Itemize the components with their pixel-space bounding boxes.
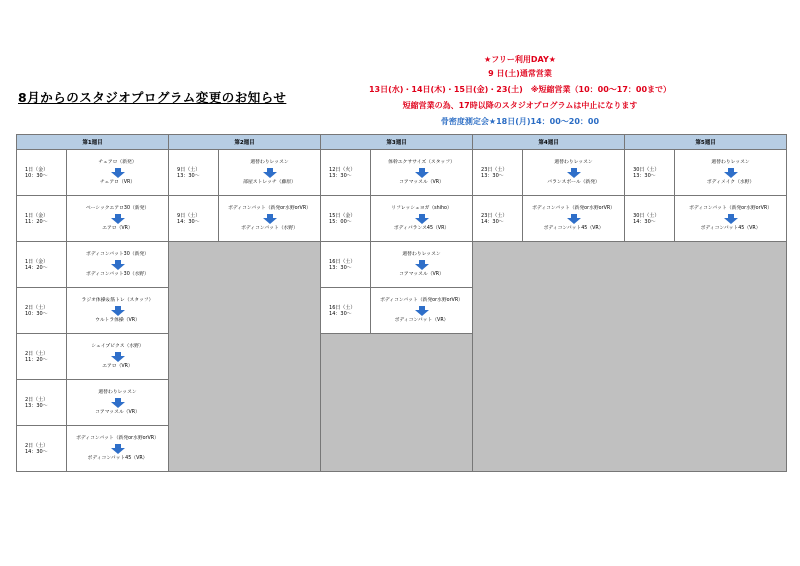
week2-header: 第2週目 xyxy=(169,135,321,150)
program-cell: ベーシックエアロ30（新発） エアロ（VR） xyxy=(67,196,169,242)
date-cell: 23日（土） 13：30～ xyxy=(473,150,523,196)
date-cell: 2日（土） 11：20～ xyxy=(17,334,67,380)
arrow-down-icon xyxy=(110,444,126,454)
arrow-down-icon xyxy=(566,214,582,224)
arrow-down-icon xyxy=(723,214,739,224)
week4-header: 第4週目 xyxy=(473,135,625,150)
date-cell: 9日（土） 14：30～ xyxy=(169,196,219,242)
program-cell: 週替わりレッスン ボディメイク（水野） xyxy=(675,150,787,196)
date-cell: 1日（金） 14：20～ xyxy=(17,242,67,288)
program-cell: ボディコンバット（新発or水野orVR） ボディコンバット（VR） xyxy=(371,288,473,334)
arrow-down-icon xyxy=(414,168,430,178)
arrow-down-icon xyxy=(110,398,126,408)
date-cell: 1日（金） 10：30～ xyxy=(17,150,67,196)
date-cell: 2日（土） 13：30～ xyxy=(17,380,67,426)
notice-bone-density: 骨密度測定会★18日(月)14：00～20：00 xyxy=(440,117,600,126)
program-cell: ボディコンバット（新発or水野orVR） ボディコンバット（水野） xyxy=(219,196,321,242)
program-cell: ボディコンバット30（新発） ボディコンバット30（水野） xyxy=(67,242,169,288)
arrow-down-icon xyxy=(414,214,430,224)
table-row xyxy=(17,242,787,288)
date-cell: 16日（土） 14：30～ xyxy=(321,288,371,334)
date-cell: 1日（金） 11：20～ xyxy=(17,196,67,242)
program-cell: ボディコンバット（新発or水野orVR） ボディコンバット45（VR） xyxy=(523,196,625,242)
program-cell: 週替わりレッスン 部屋ストレッチ（藤原） xyxy=(219,150,321,196)
date-cell: 15日（金） 15：00～ xyxy=(321,196,371,242)
program-cell: リフレッシュヨガ（shiho） ボディバランス45（VR） xyxy=(371,196,473,242)
empty-gray-area xyxy=(473,242,787,472)
program-cell: 週替わりレッスン コアマッスル（VR） xyxy=(371,242,473,288)
arrow-down-icon xyxy=(262,168,278,178)
notice-free-day: ★フリー利用DAY★ xyxy=(484,55,556,64)
week1-header: 第1週目 xyxy=(17,135,169,150)
page-title: 8月からのスタジオプログラム変更のお知らせ xyxy=(18,90,287,105)
program-cell: 週替わりレッスン バランスボール（新発） xyxy=(523,150,625,196)
date-cell: 2日（土） 10：30～ xyxy=(17,288,67,334)
arrow-down-icon xyxy=(110,214,126,224)
notice-cancel: 短縮営業の為、17時以降のスタジオプログラムは中止になります xyxy=(402,101,638,110)
arrow-down-icon xyxy=(414,260,430,270)
arrow-down-icon xyxy=(110,168,126,178)
date-cell: 2日（土） 14：30～ xyxy=(17,426,67,472)
header-row xyxy=(17,135,787,150)
program-cell: ボディコンバット（新発or水野orVR） ボディコンバット45（VR） xyxy=(675,196,787,242)
arrow-down-icon xyxy=(110,306,126,316)
arrow-down-icon xyxy=(414,306,430,316)
arrow-down-icon xyxy=(723,168,739,178)
program-cell: チェアロ（新発） チェアロ（VR） xyxy=(67,150,169,196)
notice-short-hours: 13日(水)・14日(木)・15日(金)・23(土) ※短縮営業（10：00～17：00まで） xyxy=(368,85,672,94)
week5-header: 第5週目 xyxy=(625,135,787,150)
program-cell: 体幹エクササイズ（スタッフ） コアマッスル（VR） xyxy=(371,150,473,196)
date-cell: 30日（土） 14：30～ xyxy=(625,196,675,242)
arrow-down-icon xyxy=(566,168,582,178)
arrow-down-icon xyxy=(262,214,278,224)
arrow-down-icon xyxy=(110,352,126,362)
date-cell: 16日（土） 13：30～ xyxy=(321,242,371,288)
program-cell: ボディコンバット（新発or水野orVR） ボディコンバット45（VR） xyxy=(67,426,169,472)
date-cell: 12日（火） 13：30～ xyxy=(321,150,371,196)
date-cell: 30日（土） 13：30～ xyxy=(625,150,675,196)
date-cell: 9日（土） 13：30～ xyxy=(169,150,219,196)
program-cell: シェイプピクス（水野） エアロ（VR） xyxy=(67,334,169,380)
date-cell: 23日（土） 14：30～ xyxy=(473,196,523,242)
empty-gray-area xyxy=(321,334,473,472)
notice-normal-open: 9 日(土)通常営業 xyxy=(488,69,552,78)
empty-gray-area xyxy=(169,242,321,472)
table-row xyxy=(17,150,787,196)
program-cell: 週替わりレッスン コアマッスル（VR） xyxy=(67,380,169,426)
program-cell: ラジオ体操＆筋トレ（スタッフ） ウルトラ体操（VR） xyxy=(67,288,169,334)
table-row xyxy=(17,196,787,242)
arrow-down-icon xyxy=(110,260,126,270)
schedule-table xyxy=(16,134,787,472)
week3-header: 第3週目 xyxy=(321,135,473,150)
